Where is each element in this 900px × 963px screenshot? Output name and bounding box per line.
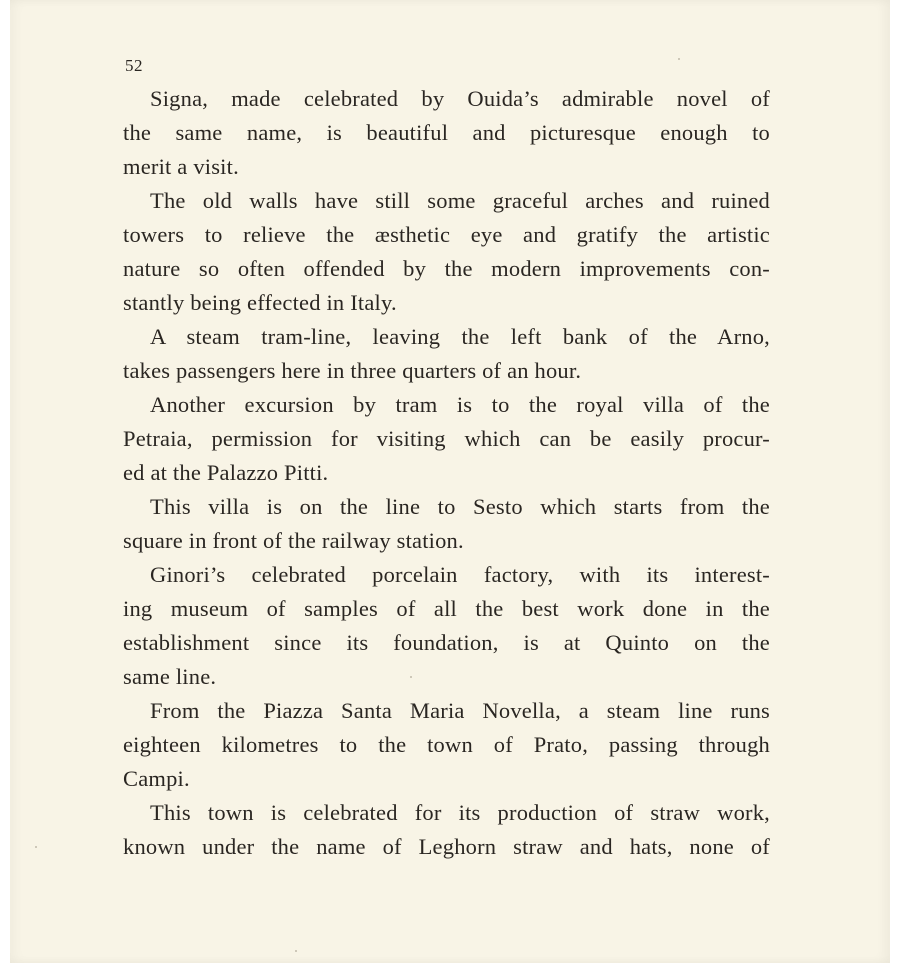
text-line: known under the name of Leghorn straw and hats, none of: [123, 834, 770, 859]
paper-speck: [410, 676, 412, 678]
text-line: takes passengers here in three quarters of an hour.: [123, 358, 582, 383]
text-line: This villa is on the line to Sesto which starts from the: [150, 494, 770, 519]
text-line: A steam tram-line, leaving the left bank of the Arno,: [150, 324, 770, 349]
text-line: square in front of the railway station.: [123, 528, 464, 553]
text-line: nature so often offended by the modern improvements con-: [123, 256, 770, 281]
text-line: From the Piazza Santa Maria Novella, a steam line runs: [150, 698, 770, 723]
paper-speck: [295, 950, 297, 952]
text-line: Another excursion by tram is to the royal villa of the: [150, 392, 770, 417]
text-line: ing museum of samples of all the best work done in the: [123, 596, 770, 621]
book-page: [10, 0, 890, 963]
text-line: establishment since its foundation, is at Quinto on the: [123, 630, 770, 655]
paper-speck: [35, 846, 37, 848]
text-line: Petraia, permission for visiting which can be easily procur-: [123, 426, 770, 451]
text-line: This town is celebrated for its production of straw work,: [150, 800, 770, 825]
text-line: eighteen kilometres to the town of Prato, passing through: [123, 732, 770, 757]
page-number: 52: [125, 56, 143, 75]
text-line: merit a visit.: [123, 154, 239, 179]
text-line: Campi.: [123, 766, 190, 791]
paper-speck: [678, 58, 680, 60]
text-line: the same name, is beautiful and picturesque enough to: [123, 120, 770, 145]
text-line: The old walls have still some graceful arches and ruined: [150, 188, 770, 213]
text-line: ed at the Palazzo Pitti.: [123, 460, 329, 485]
text-line: towers to relieve the æsthetic eye and gratify the artistic: [123, 222, 770, 247]
text-line: Ginori’s celebrated porcelain factory, with its interest-: [150, 562, 770, 587]
text-line: stantly being effected in Italy.: [123, 290, 397, 315]
page-text: [123, 82, 770, 864]
text-line: Signa, made celebrated by Ouida’s admirable novel of: [150, 86, 770, 111]
text-line: same line.: [123, 664, 217, 689]
